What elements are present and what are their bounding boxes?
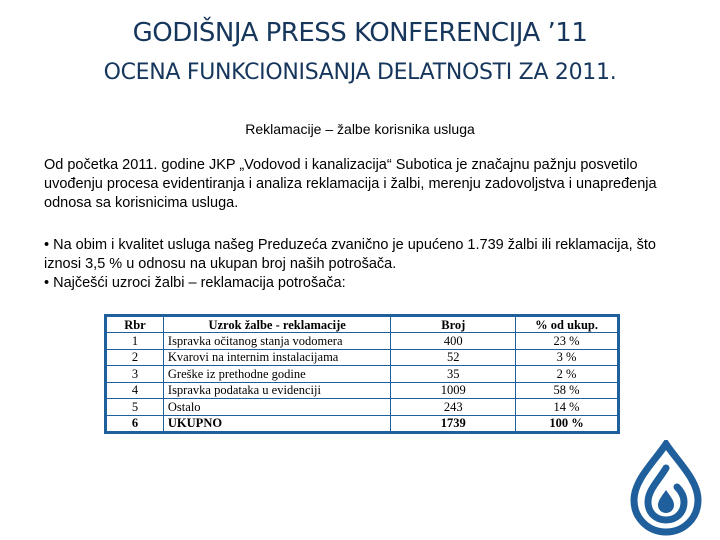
table-row	[107, 349, 618, 366]
water-drop-logo-icon	[624, 440, 708, 536]
table-header-row	[107, 317, 618, 333]
bullet-item-1: • Na obim i kvalitet usluga našeg Preduzeća zvanično je upućeno 1.739 žalbi ili reklamacija, što iznosi 3,5 % u odnosu na ukupan broj naših potrošača.	[44, 237, 656, 272]
table-row	[107, 366, 618, 383]
table-row	[107, 399, 618, 416]
cell-cause: Ostalo	[163, 399, 391, 416]
cell-cause: Kvarovi na internim instalacijama	[163, 349, 391, 366]
table-total-row	[107, 415, 618, 432]
cell-percent: 23 %	[516, 333, 618, 350]
header-count: Broj	[391, 317, 516, 333]
cell-rbr: 4	[107, 382, 164, 399]
cell-count: 52	[391, 349, 516, 366]
section-title: Reklamacije – žalbe korisnika usluga	[245, 121, 475, 137]
cell-percent: 58 %	[516, 382, 618, 399]
page-title: GODIŠNJA PRESS KONFERENCIJA ’11	[132, 18, 588, 48]
cell-cause: UKUPNO	[163, 415, 391, 432]
cell-percent: 2 %	[516, 366, 618, 383]
cell-cause: Ispravka očitanog stanja vodomera	[163, 333, 391, 350]
cell-count: 35	[391, 366, 516, 383]
cell-count: 400	[391, 333, 516, 350]
cell-count: 1009	[391, 382, 516, 399]
intro-paragraph: Od početka 2011. godine JKP „Vodovod i kanalizacija“ Subotica je značajnu pažnju posvetilo uvođenju procesa evidentiranja i analiza reklamacija i žalbi, merenju zadovoljstva i unapređenja odnosa sa korisnicima usluga.	[44, 157, 657, 211]
cell-rbr: 3	[107, 366, 164, 383]
cell-percent: 3 %	[516, 349, 618, 366]
bullet-item-2: • Najčešći uzroci žalbi – reklamacija potrošača:	[44, 275, 346, 291]
cell-rbr: 2	[107, 349, 164, 366]
cell-rbr: 5	[107, 399, 164, 416]
cell-count: 243	[391, 399, 516, 416]
header-rbr: Rbr	[107, 317, 164, 333]
bullet-list	[44, 236, 684, 293]
header-cause: Uzrok žalbe - reklamacije	[163, 317, 391, 333]
cell-count: 1739	[391, 415, 516, 432]
table-row	[107, 382, 618, 399]
cell-rbr: 1	[107, 333, 164, 350]
cell-rbr: 6	[107, 415, 164, 432]
cell-cause: Greške iz prethodne godine	[163, 366, 391, 383]
cell-percent: 100 %	[516, 415, 618, 432]
header-percent: % od ukup.	[516, 317, 618, 333]
cell-percent: 14 %	[516, 399, 618, 416]
table-row	[107, 333, 618, 350]
complaints-table	[104, 314, 620, 434]
cell-cause: Ispravka podataka u evidenciji	[163, 382, 391, 399]
page-subtitle: OCENA FUNKCIONISANJA DELATNOSTI ZA 2011.	[103, 60, 617, 85]
